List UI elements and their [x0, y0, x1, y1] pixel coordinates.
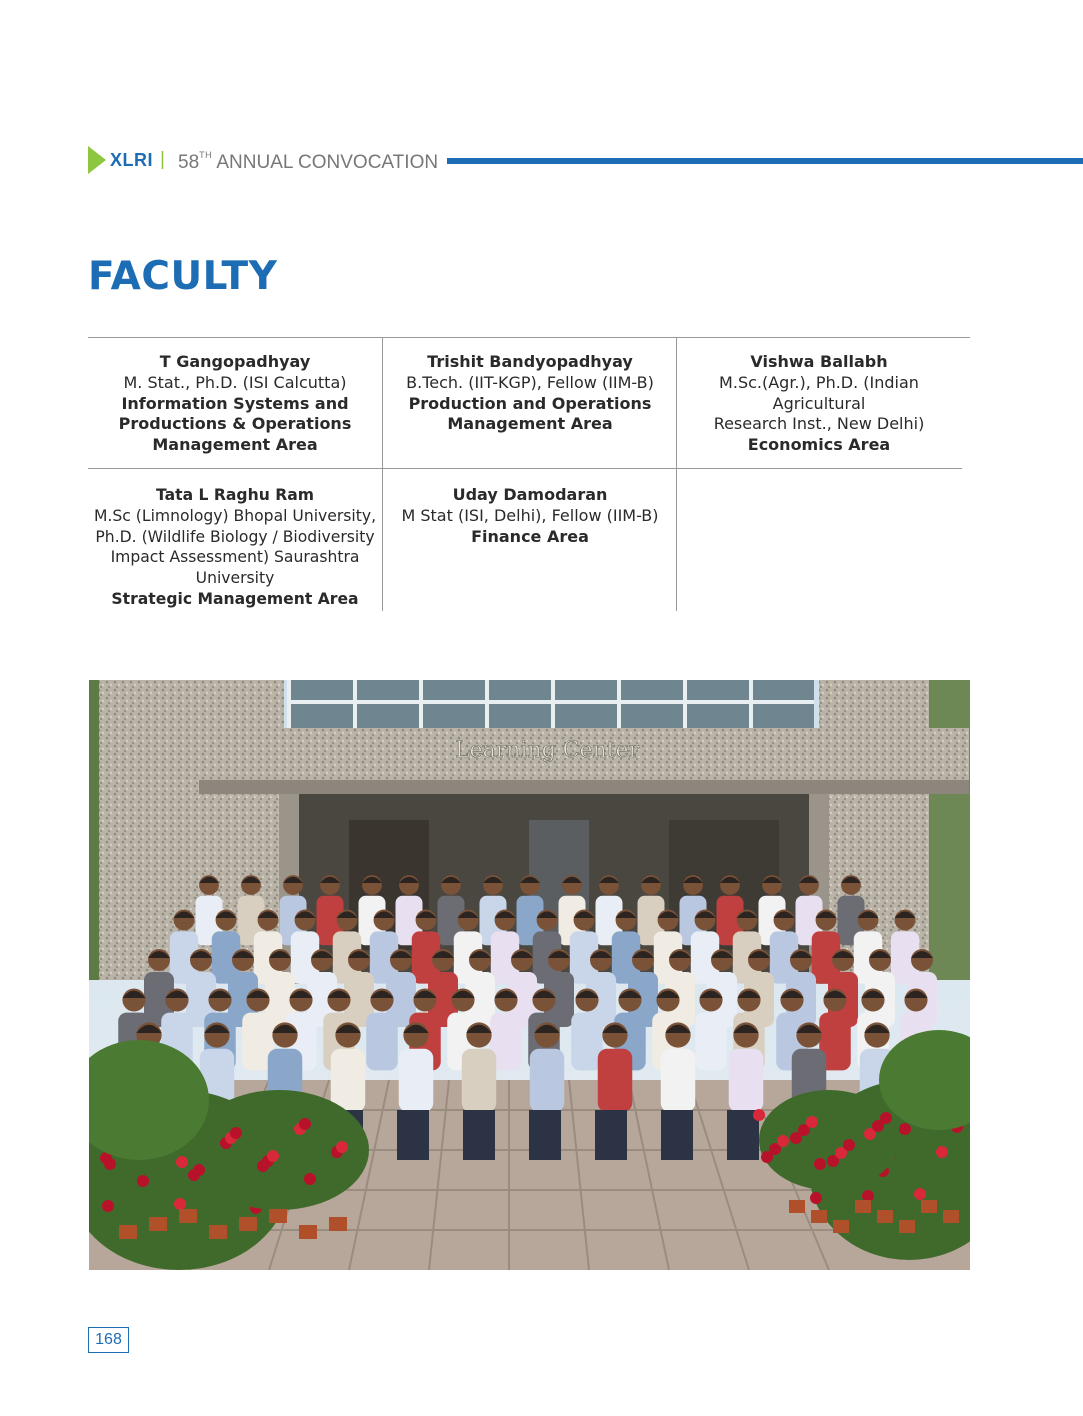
faculty-card: [383, 352, 677, 435]
faculty-area: Productions & Operations: [118, 414, 352, 434]
faculty-area: Information Systems and: [121, 393, 349, 413]
page-header: [88, 146, 1083, 176]
faculty-qualification: B.Tech. (IIT-KGP), Fellow (IIM-B): [406, 372, 654, 392]
faculty-qualification: Research Inst., New Delhi): [713, 414, 925, 434]
faculty-name: T Gangopadhyay: [159, 352, 311, 371]
faculty-card: [672, 352, 966, 456]
header-separator: |: [160, 149, 165, 170]
building-sign: Learning Center: [454, 738, 640, 763]
faculty-qualification: M. Stat., Ph.D. (ISI Calcutta): [123, 372, 347, 392]
faculty-area: Economics Area: [747, 435, 891, 455]
faculty-name: Tata L Raghu Ram: [155, 486, 315, 504]
faculty-qualification: M.Sc.(Agr.), Ph.D. (Indian: [719, 372, 919, 392]
grid-middle-rule: [88, 468, 962, 469]
play-triangle-icon: [88, 146, 106, 174]
convocation-title: [178, 150, 438, 174]
brand-logo-text: XLRI: [110, 150, 154, 170]
convocation-number: 58: [178, 152, 200, 173]
page-number: 168: [88, 1327, 129, 1353]
faculty-card: [88, 352, 382, 456]
faculty-qualification: Impact Assessment) Saurashtra: [110, 548, 360, 567]
faculty-name: Vishwa Ballabh: [750, 352, 888, 371]
faculty-qualification: Ph.D. (Wildlife Biology / Biodiversity: [95, 527, 375, 546]
faculty-qualification: M Stat (ISI, Delhi), Fellow (IIM-B): [401, 505, 659, 525]
faculty-area: Finance Area: [471, 526, 589, 546]
convocation-ordinal: TH: [199, 150, 213, 160]
faculty-area: Production and Operations: [408, 393, 652, 413]
faculty-area: Strategic Management Area: [111, 589, 359, 608]
grid-top-rule: [88, 337, 970, 338]
faculty-area: Management Area: [152, 435, 318, 455]
faculty-name: Uday Damodaran: [452, 485, 608, 504]
faculty-qualification: Agricultural: [772, 393, 866, 413]
header-rule: [447, 158, 1083, 164]
faculty-qualification: University: [195, 569, 275, 588]
page-title: FACULTY: [88, 254, 278, 299]
faculty-card: [383, 485, 677, 547]
faculty-card: [88, 485, 382, 610]
faculty-qualification: M.Sc (Limnology) Bhopal University,: [93, 506, 377, 525]
faculty-name: Trishit Bandyopadhyay: [427, 352, 633, 371]
group-photo: [89, 680, 970, 1270]
convocation-text: ANNUAL CONVOCATION: [216, 152, 439, 173]
faculty-area: Management Area: [447, 414, 613, 434]
